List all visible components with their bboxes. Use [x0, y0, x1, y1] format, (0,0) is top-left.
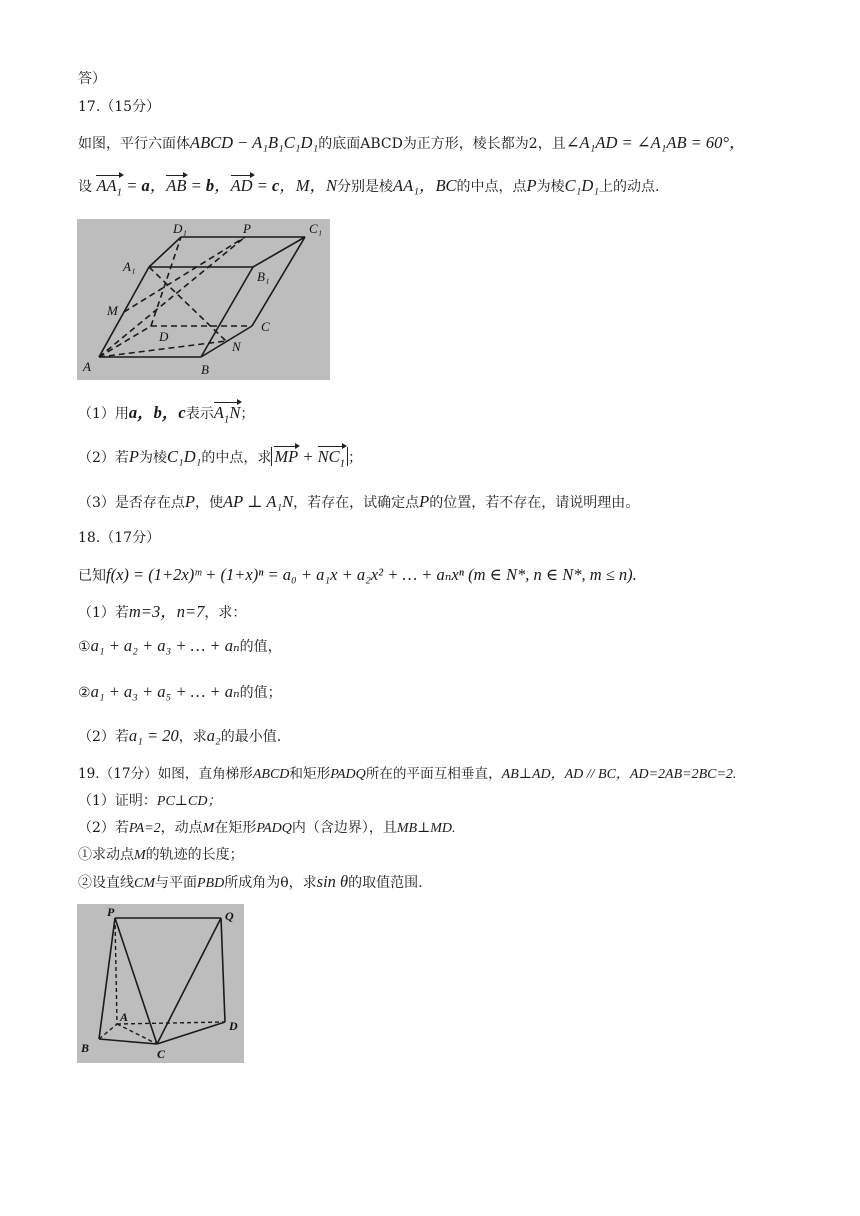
- trapezoid-prism-figure: [77, 904, 244, 1063]
- q19-part2: （2）若PA=2，动点M在矩形PADQ内（含边界），且MB⊥MD.: [78, 820, 456, 836]
- q17-setup: 设 $AA_1 = a$，AB = b，AD = c，M，N分别是棱AA₁，BC的中点，点P为棱C₁D₁上的动点.: [78, 176, 659, 202]
- q18-part2: （2）若a₁ = 20，求a₂的最小值.: [78, 726, 282, 745]
- label-A: A: [83, 359, 91, 374]
- label-A1: A₁: [123, 259, 136, 274]
- q19-intro: 19.（17分）如图，直角梯形ABCD和矩形PADQ所在的平面互相垂直，AB⊥AD，AD // BC，AD=2AB=2BC=2.: [78, 766, 737, 782]
- q18-heading: 18.（17分）: [78, 530, 161, 546]
- q17-heading: 17.（15分）: [78, 99, 161, 115]
- label-C: C: [157, 1047, 166, 1061]
- label-C: C: [261, 319, 270, 334]
- label-N: N: [232, 339, 241, 354]
- label-B: B: [81, 1041, 90, 1055]
- q18-part1: （1）若m=3，n=7，求：: [78, 602, 247, 621]
- label-D: D: [159, 329, 169, 344]
- label-M: M: [107, 303, 118, 318]
- q17-part1: （1）用a，b，c表示$A_1N$；: [78, 403, 254, 429]
- q19-sub2: ②设直线CM与平面PBD所成角为θ，求sin θ的取值范围.: [78, 872, 423, 891]
- q19-sub1: ①求动点M的轨迹的长度；: [78, 847, 244, 863]
- parallelepiped-figure: [77, 219, 330, 380]
- q19-part1: （1）证明：PC⊥CD；: [78, 793, 222, 809]
- q18-case1: ①a₁ + a₂ + a₃ + … + aₙ的值，: [78, 636, 282, 655]
- q17-part2: （2）若P为棱C₁D₁的中点，求 MP + $NC_1$ ；: [78, 447, 362, 473]
- label-Q: Q: [225, 909, 234, 923]
- label-B1: B₁: [257, 269, 270, 284]
- label-B: B: [201, 362, 209, 377]
- q18-case2: ②a₁ + a₃ + a₅ + … + aₙ的值；: [78, 682, 282, 701]
- label-P: P: [107, 905, 115, 919]
- continuation-text: 答）: [78, 71, 106, 87]
- q18-intro: 已知f(x) = (1+2x)ᵐ + (1+x)ⁿ = a₀ + a₁x + a₂x² + … + aₙxⁿ (m ∈ N*, n ∈ N*, m ≤ n).: [78, 565, 637, 584]
- label-A: A: [120, 1010, 129, 1024]
- label-P: P: [243, 221, 251, 236]
- q17-part3: （3）是否存在点P，使AP ⊥ A₁N，若存在，试确定点P的位置，若不存在，请说明理由。: [78, 492, 640, 511]
- label-D: D: [229, 1019, 238, 1033]
- q17-intro: 如图，平行六面体ABCD − A₁B₁C₁D₁的底面ABCD为正方形，棱长都为2，且∠A₁AD = ∠A₁AB = 60°，: [78, 133, 746, 152]
- label-D1: D₁: [173, 221, 187, 236]
- label-C1: C₁: [309, 221, 323, 236]
